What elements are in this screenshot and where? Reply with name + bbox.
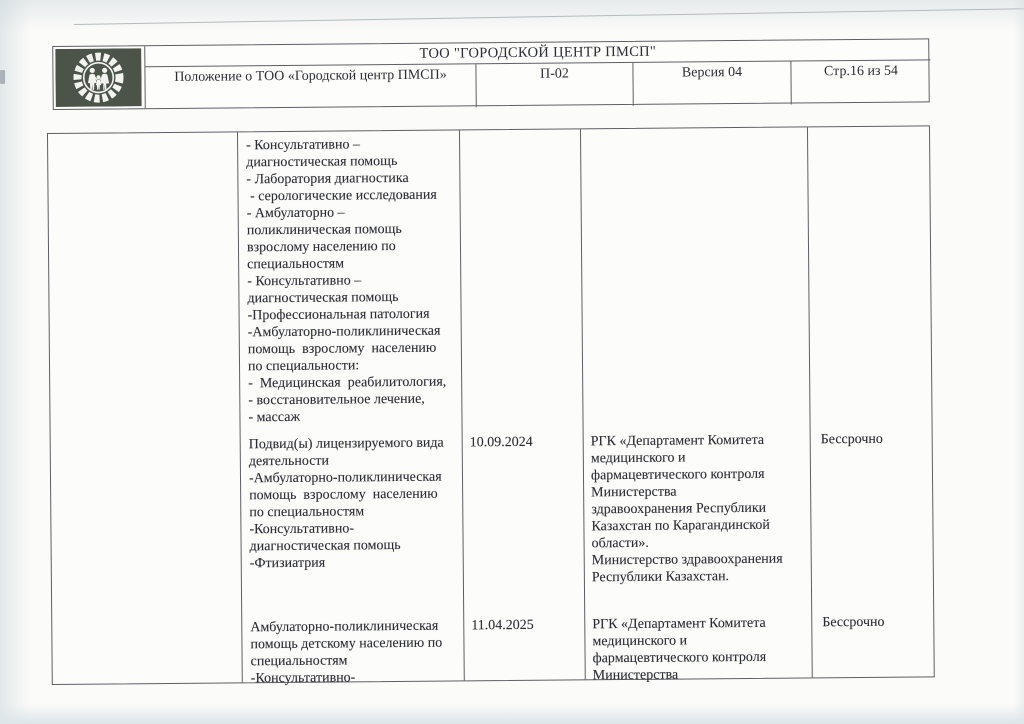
issuing-authority-2: РГК «Департамент Комитета медицинского и фармацевтического контроля Министерства здравоохранения Республики Казахстан по Карагандинской области». Министерство здравоохранения Республики Казахстан. <box>590 432 783 586</box>
activity-description-2: Подвид(ы) лицензируемого вида деятельности -Амбулаторно-поликлиническая помощь взрослому населению по специальностям -Консультативно- диагностическая помощь -Фтизиатрия <box>248 435 444 572</box>
column-divider <box>580 129 586 679</box>
license-table <box>47 125 935 685</box>
activity-description-3: Амбулаторно-поликлиническая помощь детскому населению по специальностям -Консультативно- <box>250 618 443 687</box>
family-emblem-icon <box>55 48 142 107</box>
page-number: Стр.16 из 54 <box>823 63 899 80</box>
column-divider <box>237 132 243 682</box>
validity-term-2: Бессрочно <box>820 431 883 448</box>
version-label: Версия 04 <box>633 62 791 106</box>
column-divider <box>807 127 813 677</box>
document-title: Положение о ТОО «Городской центр ПМСП» <box>145 64 476 110</box>
company-title: ТОО "ГОРОДСКОЙ ЦЕНТР ПМСП" <box>145 39 930 67</box>
logo-cell <box>53 46 146 109</box>
validity-term-3: Бессрочно <box>822 614 885 631</box>
document-header-table <box>52 38 930 110</box>
column-divider <box>459 130 465 680</box>
license-date-3: 11.04.2025 <box>471 617 534 634</box>
license-date-2: 10.09.2024 <box>469 434 533 451</box>
document-code: П-02 <box>476 63 633 107</box>
activity-description-1: - Консультативно – диагностическая помощь - Лаборатория диагностика - серологические исследования - Амбулаторно – поликлиническая помощь взрослому населению по специальностям - Консультативно – диагностическая помощь -Профессиональная патология -Амбулаторно-поликлиническая помощь взрослому населению по специальности: - Медицинская реабилитология, - восстановительное лечение, - массаж <box>246 137 447 426</box>
issuing-authority-3: РГК «Департамент Комитета медицинского и фармацевтического контроля Министерства <box>592 615 767 684</box>
company-logo <box>55 48 142 107</box>
